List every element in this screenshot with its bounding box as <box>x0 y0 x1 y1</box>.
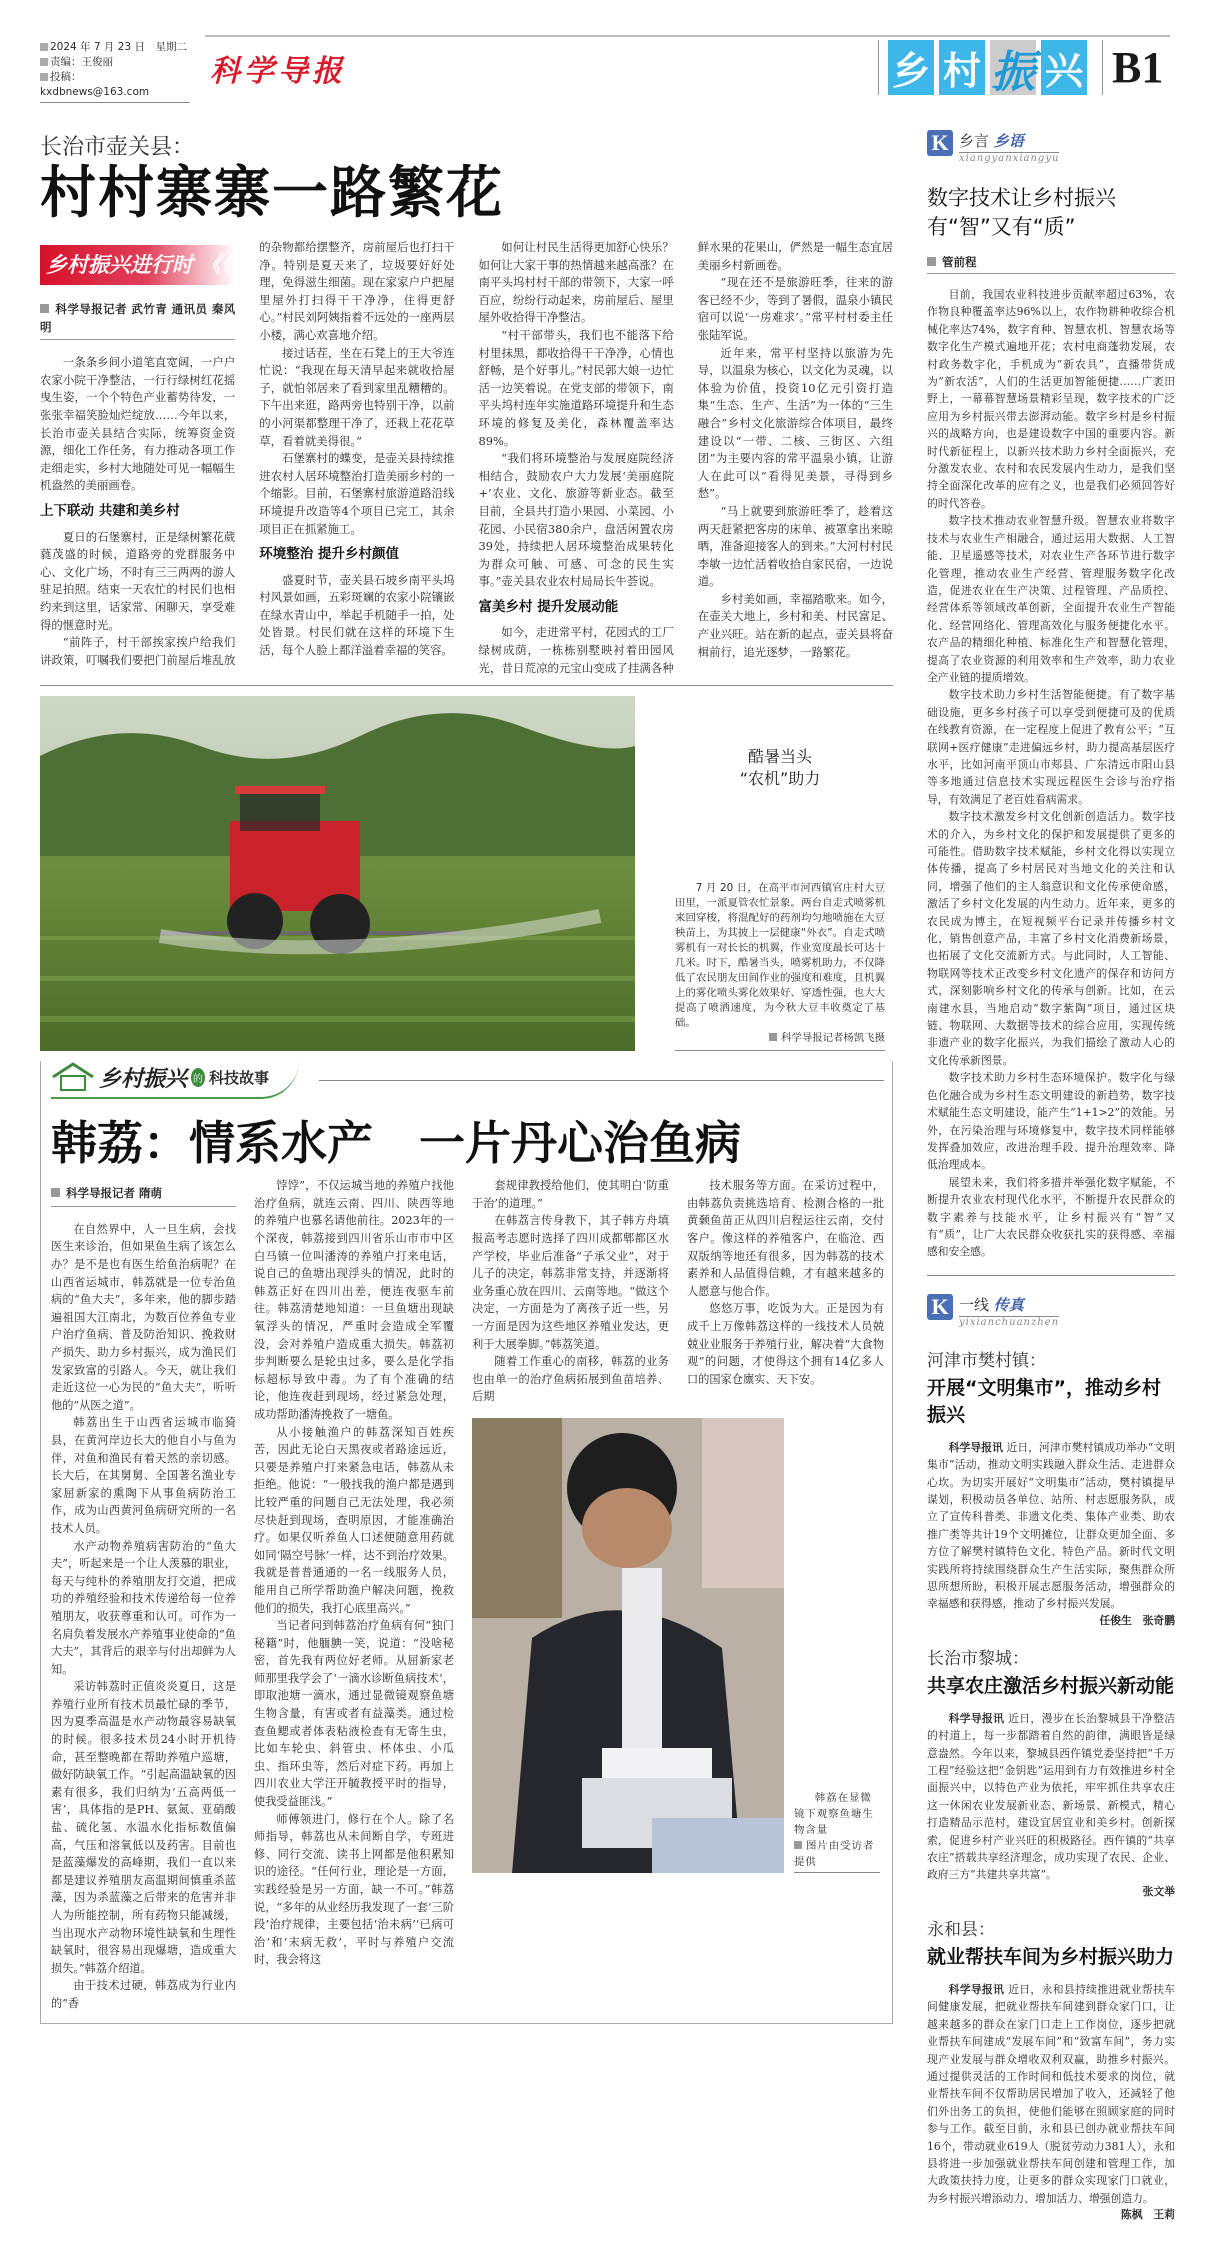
news-item <box>927 1644 1175 1899</box>
photo-credit: 图片由受访者提供 <box>794 1838 880 1870</box>
news-item <box>927 1346 1175 1628</box>
photo-story-caption <box>675 881 885 1051</box>
news-text: 近日，河津市樊村镇成功举办“文明集市”活动，推动文明实践融入群众生活、走进群众心坎。为切实开展好“文明集市”活动，樊村镇提早谋划，积极动员各单位、站所、村志愿服务队，成立了宣传科普类、非遗文化类、集体产业类、助农推广类等共计19个文明摊位，让群众更加全面、多方位了解樊村镇特色文化、特色产品。新时代文明实践所将持续围绕群众生产生活实际，聚焦群众所思所想所盼，积极开展志愿服务活动，增强群众的幸福感和获得感，推动了乡村振兴发展。 <box>927 1440 1175 1611</box>
paragraph: 当记者问到韩荔治疗鱼病有何“独门秘籍”时，他腼腆一笑，说道：“没啥秘密，首先我有两位好老师。从屈新家老师那里我学会了‘一滴水诊断鱼病技术’，即取池塘一滴水，通过显微镜观察鱼塘生物含量，有害或者有益藻类。通过检查鱼鳃或者体表粘液检查有无寄生虫，比如车轮虫、斜管虫、杯体虫、小瓜虫、指环虫等，然后对症下药。再加上四川农业大学汪开毓教授平时的指导，使我受益匪浅。” <box>254 1619 454 1809</box>
paragraph: “前阵子，村干部挨家挨户给我们讲政策，叮嘱我们要把门前屋后堆乱放的杂物都给摆整齐，房前屋后也打扫干净。特别是夏天来了，垃圾要好好处理，免得滋生细菌。现在家家户户把屋里屋外打扫得干干净净，住得更舒心。”村民刘阿姨指着不远处的一座两层小楼，满心欢喜地介绍。 <box>40 240 455 667</box>
news-kicker: 河津市樊村镇： <box>927 1350 1046 1371</box>
article-byline: 科学导报记者 武竹青 通讯员 秦风明 <box>40 301 235 340</box>
column-banner <box>40 245 235 285</box>
column-name <box>959 130 1059 153</box>
caption-text: 韩荔在显微镜下观察鱼塘生物含量 <box>794 1791 874 1836</box>
commentary-title <box>927 184 1175 242</box>
feature-photo-caption <box>794 1790 880 1873</box>
side-column <box>927 130 1175 2222</box>
commentary-title-line: 有“智”又有“质” <box>927 215 1076 239</box>
news-text: 近日，永和县持续推进就业帮扶车间健康发展，把就业帮扶车间建到群众家门口，让越来越多的群众在家门口走上工作岗位，逐步把就业帮扶车间建成“发展车间”和“致富车间”，务力实现产业发展与群众增收双利双赢，助推乡村振兴。通过提供灵活的工作时间和低技术要求的岗位，就业帮扶车间不仅帮助居民增加了收入，还减轻了他们外出务工的负担，使他们能够在照顾家庭的同时参与工作。截至目前，永和县已创办就业帮扶车间16个，带动就业619人（脱贫劳动力381人），永和县将进一步加强就业帮扶车间创建和管理工作，加大政策扶持力度，让更多的群众实现家门口就业，为乡村振兴增添动力、增加活力、增强创造力。 <box>927 1982 1176 2205</box>
feature-photo-row <box>472 1418 884 1873</box>
section-char: 振 <box>990 40 1036 95</box>
paragraph: 师傅领进门，修行在个人。除了名师指导，韩荔也从未间断自学，专班进修、同行交流、读书上网都是他积累知识的途径。“任何行业，理论是一方面，实践经验是另一方面，缺一不可。”韩荔说，“多年的从业经历我发现了一套‘三阶段’治疗规律，主要包括‘治未病’‘已病可治’和‘末病无救’，平时与养殖户交流时，我会将这 <box>254 1812 454 1967</box>
paragraph: 乡村美如画，幸福踏歌来。如今，在壶关大地上，乡村和美、村民富足、产业兴旺。站在新的起点，壶关县将奋楫前行，追光逐梦，一路繁花。 <box>697 591 893 659</box>
microscope-photo-illustration <box>472 1418 784 1873</box>
feature-paragraphs <box>472 1177 669 1406</box>
feature-text-columns <box>472 1177 884 1406</box>
news-body <box>927 1981 1175 2207</box>
issue-date: 2024 年 7 月 23 日 星期二 <box>40 40 190 55</box>
paragraph: “现在还不是旅游旺季，往来的游客已经不少，等到了暑假，温泉小镇民宿可以说‘一房难求’。”常平村村委主任张陆军说。 <box>697 275 893 342</box>
photo-credit: 科学导报记者杨凯飞摄 <box>675 1031 885 1046</box>
news-body <box>927 1439 1175 1613</box>
photo-story-text <box>675 696 885 1051</box>
column-name <box>959 1294 1059 1317</box>
section-char: 乡 <box>888 40 934 95</box>
paragraph: 近年来，常平村坚持以旅游为先导，以温泉为核心，以文化为灵魂，以体验为价值，投资10亿元引资打造集“生态、生产、生活”为一体的“三生融合”乡村文化旅游综合体项目，最终建设以“一带、二核、三街区、六组团”为主要内容的常平温泉小镇，让游人在此可以“看得见美景，寻得到乡愁”。 <box>697 345 893 501</box>
paragraph: “村干部带头，我们也不能落下给村里抹黑，都收拾得干干净净，心情也舒畅，是个好事儿。”村民郭大娘一边忙活一边笑着说。在党支部的带领下，南平头坞村连年实施道路环境提升和生态环境的修复及美化，森林覆盖率达89%。 <box>478 327 674 448</box>
column-name-accent: 传真 <box>993 1295 1024 1314</box>
paragraph: 随着工作重心的南移，韩荔的业务也由单一的治疗鱼病拓展到鱼苗培养、后期 <box>472 1355 669 1404</box>
feature-columns <box>51 1177 884 2012</box>
commentary-byline: 管前程 <box>927 254 1175 274</box>
k-logo-icon: K <box>927 1294 953 1320</box>
paragraph: 水产动物养殖病害防治的“鱼大夫”，听起来是一个让人羡慕的职业，每天与纯朴的养殖朋友打交道，把成功的养殖经验和技术传递给每一位养殖朋友，收获尊重和认可。可作为一名肩负着发展水产养殖事业使命的“鱼大夫”，其背后的艰辛与付出却鲜为人知。 <box>51 1539 236 1676</box>
feature-column-4 <box>687 1177 884 1406</box>
news-column <box>927 1294 1175 2222</box>
paragraph: 在韩荔言传身教下，其子韩方舟填报高考志愿时选择了四川成都郫都区水产学校，毕业后准备“子承父业”，对于儿子的决定，韩荔非常支持，并逐渐将业务重心放在四川、云南等地。“做这个决定，一方面是为了离孩子近一些，另一方面是因为这些地区养殖业发达，更利于大展拳脚。”韩荔笑道。 <box>472 1214 669 1351</box>
paragraph: 在自然界中，人一旦生病，会找医生来诊治，但如果鱼生病了该怎么办？是不是也有医生给鱼治病呢？在山西省运城市，韩荔就是一位专治鱼病的“鱼大夫”，多年来，他的脚步踏遍祖国大江南北，为数百位养鱼专业户治疗鱼病、普及防治知识、挽救财产损失、助力乡村振兴，成为渔民们发家致富的引路人。今天，就让我们走近这位一心为民的“鱼大夫”，听听他的“从医之道”。 <box>51 1222 236 1412</box>
paragraph: 从小接触渔户的韩荔深知百姓疾苦，因此无论白天黑夜或者路途远近，只要是养殖户打来紧急电话，韩荔从未拒绝。他说：“一般找我的渔户都是遇到比较严重的问题自己无法处理，我必须尽快赶到现场，查明原因，才能准确治疗。如果仅听养鱼人口述便随意用药就如同‘隔空号脉’一样，达不到治疗效果。我就是普普通通的一名一线服务人员，能用自己所学帮助渔户解决问题，挽救他们的损失，我打心底里高兴。” <box>254 1425 454 1615</box>
microscope-photo <box>472 1418 784 1873</box>
paragraph: 套规律教授给他们，使其明白‘防重于治’的道理。” <box>472 1179 669 1210</box>
feature-right-block <box>472 1177 884 1873</box>
section-heading: 环境整治 提升乡村颜值 <box>259 546 399 563</box>
divider <box>319 1080 884 1081</box>
column-name-accent: 乡语 <box>993 132 1024 150</box>
paragraph: 盛夏时节，壶关县石坡乡南平头坞村风景如画，五彩斑斓的农家小院镶嵌在绿水青山中，举起手机随手一拍，处处皆景。村民们就在这样的环境下生活，每个人脸上都洋溢着幸福的笑容。 <box>259 572 455 658</box>
caption-text: 7 月 20 日，在高平市河西镇官庄村大豆田里，一派夏管农忙景象。两台自走式喷雾机来回穿梭，将混配好的药剂均匀地喷施在大豆秧苗上，为其披上一层健康“外衣”。自走式喷雾机有一对长长的机翼，作业宽度最长可达十几米。时下，酷暑当头，喷雾机助力，不仅降低了农民朋友田间作业的强度和难度，且机翼上的雾化喷头雾化效果好、穿透性强，也大大提高了喷洒速度，为今秋大豆丰收奠定了基础。 <box>675 882 885 1030</box>
tractor-spraying-photo <box>40 696 635 1051</box>
paragraph: 一条条乡间小道笔直宽阔，一户户农家小院干净整洁，一行行绿树红花摇曳生姿，一个个特色产业蓄势待发，一张张幸福笑脸灿烂绽放……今年以来，长治市壶关县结合实际，统筹资金资源，细化工作任务，有力推动各项工作走细走实，乡村大地随处可见一幅幅生机盎然的美丽画卷。 <box>40 355 236 493</box>
feature-column-2 <box>254 1177 454 1969</box>
main-column <box>40 130 893 2222</box>
photo-story <box>40 696 893 1051</box>
page-number: B1 <box>1112 43 1164 92</box>
paragraph: 如今，走进常平村，花园式的工厂绿树成荫，一栋栋别墅映衬着田园风光，昔日荒凉的元宝山变成了挂满各种鲜水果的花果山，俨然是一幅生态宜居美丽乡村新画卷。 <box>478 240 893 675</box>
article-kicker: 长治市壶关县： <box>40 135 195 160</box>
editor: 责编：王俊丽 <box>40 55 190 70</box>
article-title: 村村寨寨一路繁花 <box>40 161 504 226</box>
paragraph: “我们将环境整治与发展庭院经济相结合，鼓励农户大力发展‘美丽庭院+’农业、文化、旅游等新业态。截至目前，全县共打造小果园、小菜园、小花园、小民宿380余户，盘活闲置农房39处，持续把人居环境整治成果转化为群众可触、可感、可念的民生实事。”壶关县农业农村局局长牛荟说。 <box>478 451 674 589</box>
section-heading: 富美乡村 提升发展动能 <box>478 598 619 615</box>
feature-column-3 <box>472 1177 669 1406</box>
news-lead: 科学导报讯 <box>948 1982 1005 1996</box>
news-kicker: 永和县： <box>927 1919 995 1940</box>
house-icon <box>51 1061 95 1093</box>
news-item <box>927 1915 1175 2222</box>
photo-story-title <box>675 746 885 790</box>
paragraph: 悠悠万事，吃饭为大。正是因为有成千上万像韩荔这样的一线技术人员兢兢业业服务于养殖行业，解决着“大食物观”的问题，才使得这个拥有14亿多人口的国家仓廪实、天下安。 <box>687 1302 884 1386</box>
photo-story-title-line: 酷暑当头 <box>747 747 812 767</box>
k-logo-icon: K <box>927 130 953 156</box>
feature-byline: 科学导报记者 隋萌 <box>51 1185 236 1207</box>
feature-title: 韩荔：情系水产 一片丹心治鱼病 <box>51 1116 741 1171</box>
news-title: 共享农庄激活乡村振兴新动能 <box>927 1674 1175 1697</box>
divider <box>40 685 893 686</box>
chevrons-icon: 《《 <box>200 253 232 277</box>
news-text: 近日，漫步在长治黎城县干净整洁的村道上，每一步都踏着自然的韵律，满眼皆是绿意盎然。今年以来，黎城县西仵镇党委坚持把“千万工程”经验这把“金钥匙”运用到有力有效推进乡村全面振兴中，以特色产业为依托，牢牢抓住共享农庄这一休闲农业发展新业态、新场景、新模式，精心打造精品示范村，建设宜居宜业和美乡村。创新探索，促进乡村产业兴旺的积极路径。西仵镇的“共享农庄”搭载共享经济理念，成功实现了农民、企业、政府三方“共建共享共富”。 <box>927 1711 1176 1882</box>
paragraph: “马上就要到旅游旺季了，趁着这两天赶紧把客房的床单、被罩拿出来晾晒，准备迎接客人的到来。”大河村村民李敏一边忙活着收拾自家民宿，一边说道。 <box>697 503 893 589</box>
column-pinyin: xiangyanxiangyu <box>959 153 1060 164</box>
paragraph: 饽饽”，不仅运城当地的养殖户找他治疗鱼病，就连云南、四川、陕西等地的养殖户也慕名请他前往。2023年的一个深夜，韩荔接到四川省乐山市市中区白马镇一位叫潘涛的养殖户打来电话，说自己的鱼塘出现浮头的情况，此时的韩荔正好在四川出差，便连夜驱车前往。韩荔清楚地知道：一旦鱼塘出现缺氧浮头的情况，严重时会造成全军覆没，会对养殖户造成重大损失。韩荔初步判断要么是轮虫过多，要么是化学指标超标导致中毒。为了有个准确的结论，他连夜赶到现场，经过紧急处理，成功帮助潘涛挽救了一塘鱼。 <box>254 1179 454 1421</box>
column-pinyin: yixianchuanzhen <box>959 1316 1060 1328</box>
divider <box>927 1275 1175 1276</box>
commentary-paragraphs <box>927 286 1175 1261</box>
feature-box <box>40 1061 893 2023</box>
paragraph: 技术服务等方面。在采访过程中，由韩荔负责挑选培育、检测合格的一批黄颡鱼苗正从四川启程运往云南，交付客户。像这样的养殖客户，在临沧、西双版纳等地还有很多，因为韩荔的技术素养和人品值得信赖，才有越来越多的人愿意与他合作。 <box>687 1179 884 1298</box>
paragraph: 数字技术助力乡村生活智能便捷。有了数字基础设施，更多乡村孩子可以享受到便捷可及的优质在线教育资源，在一定程度上促进了教育公平；“互联网+医疗健康”走进偏远乡村，助力提高基层医疗水平，比如河南平顶山市郏县、广东清远市阳山县等多地通过信息技术实现远程医生会诊与治疗指导，有效满足了老百姓看病需求。 <box>927 688 1175 806</box>
paragraph: 夏日的石堡寨村，正是绿树繁花葳蕤茂盛的时候，道路旁的党群服务中心、文化广场，不时有三三两两的游人驻足拍照。结束一天农忙的村民们也相约来到这里，话家常、闲聊天，享受难得的惬意时光。 <box>40 529 236 632</box>
feature-paragraphs <box>254 1177 454 1969</box>
article-body <box>40 239 893 677</box>
newspaper-logo: 科学导报 <box>210 54 346 89</box>
submission-email: 投稿：kxdbnews@163.com <box>40 70 190 100</box>
series-logo-de: 的 <box>191 1068 205 1087</box>
section-char: 兴 <box>1041 40 1087 95</box>
news-title: 开展“文明集市”，推动乡村振兴 <box>927 1376 1161 1426</box>
series-logo-script: 乡村振兴 <box>99 1065 188 1092</box>
feature-paragraphs <box>687 1177 884 1388</box>
column-name-plain: 一线 <box>959 1295 990 1314</box>
paragraph: 数字技术激发乡村文化创新创造活力。数字技术的介入，为乡村文化的保护和发展提供了更多的可能性。借助数字技术赋能，乡村文化得以实现立体传播，提高了乡村居民对当地文化的关注和认同，增强了他们的主人翁意识和文化传承使命感，激活了乡村文化发展的内生动力。近年来，更多的农民成为博主，在短视频平台记录并传播乡村文化，销售创意产品，丰富了乡村文化消费新场景，也拓展了文化交流新方式。与此同时，人工智能、物联网等技术正改变乡村文化遗产的保存和访问方式，深刻影响乡村文化的传承与创新。比如，在云南建水县，当地启动“数字紫陶”项目，通过区块链、物联网、大数据等技术的综合应用，实现传统非遗产业的数字化振兴，为我们描绘了激动人心的文化传承新图景。 <box>927 810 1175 1067</box>
feature-paragraphs <box>51 1221 236 2013</box>
paragraph: 数字技术助力乡村生态环境保护。数字化与绿色化融合成为乡村生态文明建设的新趋势，数字技术赋能生态文明建设，能产生“1+1>2”的效能。另外，在污染治理与环境修复中，数字技术同样能够发挥叠加效应，改进治理手段、提升治理效率、降低治理成本。 <box>927 1071 1175 1172</box>
photo-story-title-line: “农机”助力 <box>739 769 821 789</box>
news-author: 陈枫 王莉 <box>1121 2208 1175 2222</box>
paragraph: 采访韩荔时正值炎炎夏日，这是养殖行业所有技术员最忙碌的季节，因为夏季高温是水产动物最容易缺氧的时候。很多技术员24小时开机待命，甚至整晚都在帮助养殖户巡塘，做好防缺氧工作。“引起高温缺氧的因素有很多，我们归纳为‘五高两低一害’，具体指的是PH、氨氮、亚硝酸盐、硫化氢、水温水化指标数值偏高，气压和溶氧低以及药害。目前也是蓝藻爆发的高峰期，我们一直以来都是建议养殖朋友高温期间慎重杀蓝藻，因为杀蓝藻之后带来的危害并非人为所能控制，所有药物只能减缓，当出现水产动物环境性缺氧和生理性缺氧时，很容易出现爆塘，造成重大损失。”韩荔介绍道。 <box>51 1680 236 1975</box>
column-badge <box>927 1294 1175 1328</box>
series-logo-tail: 科技故事 <box>209 1068 270 1087</box>
paragraph: 韩荔出生于山西省运城市临猗县，在黄河岸边长大的他自小与鱼为伴，对鱼和渔民有着天然的亲切感。长大后，在其舅舅、全国著名渔业专家屈新家的熏陶下从事鱼病防治工作，成为山西黄河鱼病研究所的一名技术人员。 <box>51 1416 236 1535</box>
news-lead: 科学导报讯 <box>948 1440 1003 1454</box>
feature-column-1 <box>51 1177 236 2012</box>
news-author: 张文举 <box>1142 1884 1175 1898</box>
news-author: 任俊生 张奇鹏 <box>1099 1613 1175 1627</box>
paragraph: 目前，我国农业科技进步贡献率超过63%，农作物良种覆盖率达96%以上，农作物耕种收综合机械化率达74%，数字育种、智慧农机、智慧农场等数字化生产模式遍地开花；农村电商蓬勃发展，农村政务数字化，手机成为“新农具”，直播带货成为“新农活”，人们的生活更加智能便捷……广袤田野上，一幕幕智慧场景精彩呈现，数字技术的广泛应用为乡村振兴带去澎湃动能。数字乡村是乡村振兴的战略方向，也是建设数字中国的重要内容。新时代新征程上，以新兴技术助力乡村全面振兴，充分激发农业、农村和农民发展内生动力，是我们坚持全面深化改革的应有之义，也是我们必须回答好的时代答卷。 <box>927 288 1175 510</box>
commentary-title-line: 数字技术让乡村振兴 <box>927 186 1116 210</box>
commentary-column <box>927 130 1175 1261</box>
paragraph: 数字技术推动农业智慧升级。智慧农业将数字技术与农业生产相融合，通过运用大数据、人工智能、卫星遥感等技术，对农业生产各环节进行数字化管理，推动农业生产经营、管理服务数字化改造，促进农业在生产决策、过程管理、产品质控、经营体系等领域改革创新，全面提升农业生产智能化、经营网络化、管理高效化与服务便捷化水平。农产品的精细化种植、标准化生产和智慧化管理，提高了农业资源的利用效率和生产效率，助力农业全产业链的提质增效。 <box>927 514 1175 684</box>
news-lead: 科学导报讯 <box>948 1711 1005 1725</box>
paragraph: 展望未来，我们将多措并举强化数字赋能，不断提升农业农村现代化水平，不断提升农民群众的数字素养与技能水平，让乡村振兴有“智”又有“质”，让广大农民群众收获扎实的获得感、幸福感和安全感。 <box>927 1175 1175 1259</box>
paragraph: 由于技术过硬，韩荔成为行业内的“香 <box>51 1979 236 2010</box>
section-char: 村 <box>939 40 985 95</box>
field-photo-illustration <box>40 696 635 1051</box>
series-logo <box>51 1061 299 1099</box>
column-badge <box>927 130 1175 164</box>
paragraph: 如何让村民生活得更加舒心快乐？如何让大家干事的热情越来越高涨？在南平头坞村村干部的带领下，大家一呼百应，纷纷行动起来，房前屋后、屋里屋外收拾得干净整洁。 <box>478 240 674 325</box>
column-name-plain: 乡言 <box>959 132 990 150</box>
news-kicker: 长治市黎城： <box>927 1648 1029 1669</box>
news-body <box>927 1710 1175 1884</box>
feature-header <box>51 1061 884 1099</box>
paragraph: 接过话茬，坐在石凳上的王大爷连忙说：“我现在每天清早起来就收拾屋子，就怕邻居来了看到家里乱糟糟的。下午出来逛，路两旁也特别干净，以前的小河渠都整理干净了，还栽上花花草草，看着就美得很。” <box>259 345 455 448</box>
section-heading: 上下联动 共建和美乡村 <box>40 502 180 519</box>
paragraph: 石堡寨村的蝶变，是壶关县持续推进农村人居环境整治打造美丽乡村的一个缩影。目前，石堡寨村旅游道路沿线环境提升改造等4个项目已完工，其余项目正在抓紧施工。 <box>259 451 455 536</box>
column-banner-label: 乡村振兴进行时 <box>46 253 193 277</box>
news-title: 就业帮扶车间为乡村振兴助力 <box>927 1945 1175 1968</box>
